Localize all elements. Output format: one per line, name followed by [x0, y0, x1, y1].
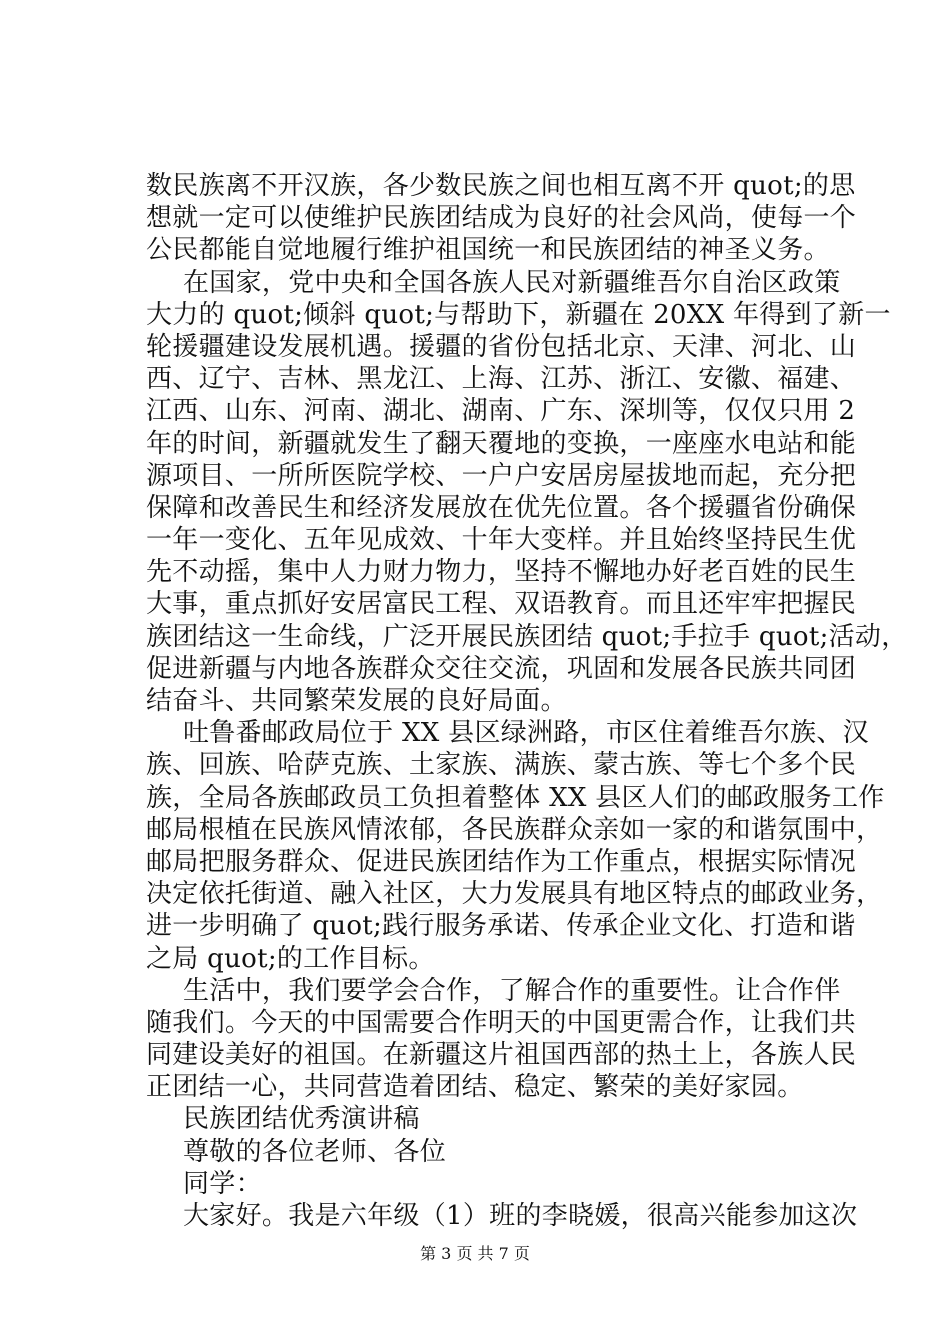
text-line: 同学：: [183, 1168, 262, 1199]
text-line: 决定依托街道、融入社区，大力发展具有地区特点的邮政业务，: [146, 879, 883, 910]
text-line: 随我们。今天的中国需要合作明天的中国更需合作，让我们共: [146, 1007, 857, 1038]
text-line: 吐鲁番邮政局位于 XX 县区绿洲路，市区住着维吾尔族、汉: [183, 718, 869, 749]
text-line: 促进新疆与内地各族群众交往交流，巩固和发展各民族共同团: [146, 653, 857, 684]
text-line: 族，全局各族邮政员工负担着整体 XX 县区人们的邮政服务工作: [146, 782, 885, 813]
salutation-2: [146, 1168, 826, 1200]
text-line: 民族团结优秀演讲稿: [183, 1104, 420, 1135]
paragraph-2: [146, 267, 908, 718]
text-line: 一年一变化、五年见成效、十年大变样。并且始终坚持民生优: [146, 525, 857, 556]
text-line: 结奋斗、共同繁荣发展的良好局面。: [146, 686, 567, 716]
text-line: 先不动摇，集中人力财力物力，坚持不懈地办好老百姓的民生: [146, 557, 857, 588]
text-line: 进一步明确了 quot;践行服务承诺、传承企业文化、打造和谐: [146, 911, 856, 942]
paragraph-3: [146, 717, 885, 975]
paragraph-opening: [146, 1200, 858, 1232]
text-line: 族团结这一生命线，广泛开展民族团结 quot;手拉手 quot;活动，: [146, 621, 908, 652]
text-line: 轮援疆建设发展机遇。援疆的省份包括北京、天津、河北、山: [146, 331, 857, 362]
text-line: 西、辽宁、吉林、黑龙江、上海、江苏、浙江、安徽、福建、: [146, 364, 857, 395]
salutation-1: [146, 1136, 826, 1168]
text-line: 正团结一心，共同营造着团结、稳定、繁荣的美好家园。: [146, 1072, 804, 1103]
text-line: 江西、山东、河南、湖北、湖南、广东、深圳等，仅仅只用 2: [146, 396, 856, 427]
text-line: 在国家，党中央和全国各族人民对新疆维吾尔自治区政策: [183, 267, 841, 298]
text-line: 尊敬的各位老师、各位: [183, 1136, 447, 1167]
text-line: 同建设美好的祖国。在新疆这片祖国西部的热土上，各族人民: [146, 1040, 857, 1071]
text-line: 族、回族、哈萨克族、土家族、满族、蒙古族、等七个多个民: [146, 750, 857, 781]
text-line: 源项目、一所所医院学校、一户户安居房屋拔地而起，充分把: [146, 460, 857, 491]
text-line: 之局 quot;的工作目标。: [146, 943, 435, 974]
paragraph-1: [146, 170, 857, 267]
speech-title: [146, 1103, 826, 1135]
text-line: 大事，重点抓好安居富民工程、双语教育。而且还牢牢把握民: [146, 589, 857, 620]
page-footer: 第 3 页 共 7 页: [420, 1244, 530, 1263]
text-line: 想就一定可以使维护民族团结成为良好的社会风尚，使每一个: [146, 203, 857, 234]
text-line: 生活中，我们要学会合作，了解合作的重要性。让合作伴: [183, 975, 841, 1006]
text-line: 大力的 quot;倾斜 quot;与帮助下，新疆在 20XX 年得到了新一: [146, 299, 891, 330]
text-line: 保障和改善民生和经济发展放在优先位置。各个援疆省份确保: [146, 492, 857, 523]
text-line: 邮局根植在民族风情浓郁，各民族群众亲如一家的和谐氛围中，: [146, 814, 883, 845]
document-body: [146, 170, 908, 1232]
text-line: 年的时间，新疆就发生了翻天覆地的变换，一座座水电站和能: [146, 428, 857, 459]
text-line: 公民都能自觉地履行维护祖国统一和民族团结的神圣义务。: [146, 235, 830, 266]
text-line: 邮局把服务群众、促进民族团结作为工作重点，根据实际情况: [146, 846, 857, 877]
text-line: 大家好。我是六年级（1）班的李晓媛，很高兴能参加这次: [183, 1201, 858, 1231]
text-line: 数民族离不开汉族，各少数民族之间也相互离不开 quot;的思: [146, 171, 856, 201]
paragraph-4: [146, 975, 857, 1104]
